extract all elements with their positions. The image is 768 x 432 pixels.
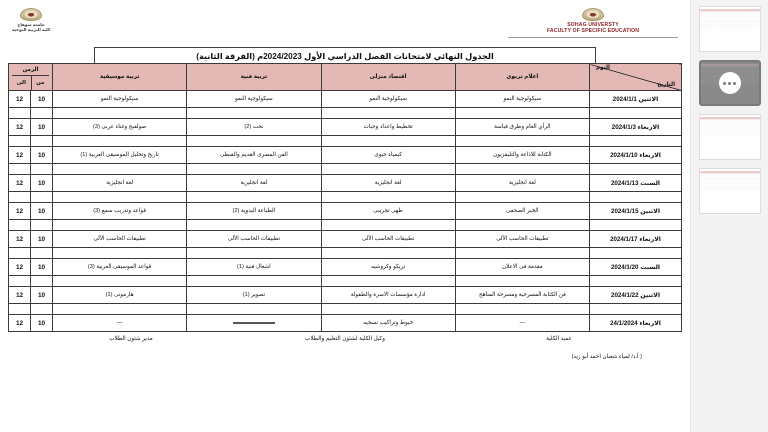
- table-body: [9, 91, 682, 332]
- cell-day-date: الاثنين 2024/1/1: [590, 91, 682, 108]
- cell-time-from: 10: [31, 91, 53, 108]
- spacer-cell: [31, 164, 53, 175]
- table-header-row: [9, 64, 682, 91]
- cell-day-date: الاربعاء 2024/1/10: [590, 147, 682, 164]
- spacer-cell: [590, 164, 682, 175]
- spacer-cell: [321, 136, 455, 147]
- cell-subject-0: لغة انجليزية: [455, 175, 589, 192]
- signature-dean: عميد الكلية: [546, 336, 572, 342]
- column-header-subject-3: تربية موسيقية: [53, 64, 187, 91]
- time-from-label: من: [31, 76, 50, 90]
- cell-subject-3: —: [53, 315, 187, 332]
- cell-subject-2: اشغال فنية (1): [187, 259, 321, 276]
- cell-subject-3: لغة انجليزية: [53, 175, 187, 192]
- cell-subject-0: الخبر الصحفى: [455, 203, 589, 220]
- cell-subject-1: خيوط وتراكيب نسجيه: [321, 315, 455, 332]
- cell-subject-1: ادارة مؤسسات الاسرة والطفولة: [321, 287, 455, 304]
- cell-subject-1: طهى تجريبى: [321, 203, 455, 220]
- cell-time-from: 10: [31, 203, 53, 220]
- letterhead-arabic: [12, 8, 50, 33]
- spacer-cell: [590, 248, 682, 259]
- cell-subject-1: تخطيط واعداد وجبات: [321, 119, 455, 136]
- spacer-cell: [321, 164, 455, 175]
- table-row: [9, 231, 682, 248]
- spacer-cell: [455, 136, 589, 147]
- cell-time-to: 12: [9, 315, 31, 332]
- spacer-cell: [590, 108, 682, 119]
- spacer-cell: [590, 192, 682, 203]
- cell-subject-2: تصوير (1): [187, 287, 321, 304]
- letterhead-rule: [508, 37, 678, 38]
- cell-time-to: 12: [9, 259, 31, 276]
- thumbnail-preview: [700, 169, 761, 214]
- spacer-cell: [9, 276, 31, 287]
- thumbnail-preview: [700, 115, 761, 160]
- column-header-time-group: [9, 64, 53, 91]
- time-to-label: الى: [16, 80, 26, 86]
- spacer-cell: [9, 136, 31, 147]
- cell-day-date: الاثنين 2024/1/15: [590, 203, 682, 220]
- spacer-cell: [9, 164, 31, 175]
- spacer-cell: [9, 108, 31, 119]
- spacer-cell: [321, 276, 455, 287]
- spacer-cell: [53, 164, 187, 175]
- spacer-cell: [590, 220, 682, 231]
- cell-subject-2: سيكولوجية النمو: [187, 91, 321, 108]
- cell-day-date: السبت 2024/1/20: [590, 259, 682, 276]
- signature-row: [8, 332, 682, 342]
- column-header-day-label: اليوم: [596, 65, 610, 71]
- spacer-cell: [31, 192, 53, 203]
- cell-time-to: 12: [9, 231, 31, 248]
- table-spacer-row: [9, 108, 682, 119]
- table-row: [9, 203, 682, 220]
- column-header-subject-1: اقتصاد منزلى: [321, 64, 455, 91]
- cell-subject-2: تطبيقات الحاسب الآلى: [187, 231, 321, 248]
- cell-subject-3: تطبيقات الحاسب الآلى: [53, 231, 187, 248]
- cell-time-to: 12: [9, 91, 31, 108]
- table-spacer-row: [9, 248, 682, 259]
- cell-subject-3: صولفيج وغناء عربى (3): [53, 119, 187, 136]
- spacer-cell: [53, 248, 187, 259]
- spacer-cell: [321, 220, 455, 231]
- spacer-cell: [455, 248, 589, 259]
- column-header-subject-0: اعلام تربوى: [455, 64, 589, 91]
- spacer-cell: [31, 276, 53, 287]
- thumbnail-sidebar[interactable]: [690, 0, 768, 432]
- spacer-cell: [187, 220, 321, 231]
- spacer-cell: [321, 192, 455, 203]
- cell-subject-0: الرأي العام وطرق قياسة: [455, 119, 589, 136]
- cell-subject-2: الفن المصرى القديم والقبطى: [187, 147, 321, 164]
- table-spacer-row: [9, 164, 682, 175]
- table-row: [9, 175, 682, 192]
- spacer-cell: [455, 164, 589, 175]
- cell-subject-3: تاريخ وتحليل الموسيقى العربية (1): [53, 147, 187, 164]
- cell-subject-1: سيكولوجية النمو: [321, 91, 455, 108]
- thumbnail-page-3[interactable]: [699, 114, 761, 160]
- table-row: [9, 315, 682, 332]
- signature-student-affairs: مدير شئون الطلاب: [109, 336, 153, 342]
- spacer-cell: [53, 136, 187, 147]
- spacer-cell: [187, 164, 321, 175]
- table-spacer-row: [9, 220, 682, 231]
- spacer-cell: [187, 108, 321, 119]
- cell-subject-3: قواعد الموسيقى العربية (3): [53, 259, 187, 276]
- cell-time-to: 12: [9, 203, 31, 220]
- cell-time-from: 10: [31, 315, 53, 332]
- cell-day-date: الاثنين 2024/1/22: [590, 287, 682, 304]
- exam-schedule-table: [8, 63, 682, 332]
- spacer-cell: [590, 136, 682, 147]
- cell-day-date: الاربعاء 2024/1/3: [590, 119, 682, 136]
- cell-subject-0: —: [455, 315, 589, 332]
- cell-time-from: 10: [31, 231, 53, 248]
- spacer-cell: [455, 220, 589, 231]
- thumbnail-page-2[interactable]: [699, 60, 761, 106]
- table-spacer-row: [9, 276, 682, 287]
- table-spacer-row: [9, 136, 682, 147]
- table-row: [9, 91, 682, 108]
- spacer-cell: [187, 276, 321, 287]
- spacer-cell: [455, 304, 589, 315]
- cell-day-date: السبت 2024/1/13: [590, 175, 682, 192]
- spacer-cell: [321, 108, 455, 119]
- university-name-ar: جامعة سوهاج: [17, 22, 45, 27]
- cell-subject-0: الكتابة للاذاعة والتليفزيون: [455, 147, 589, 164]
- cell-subject-3: هارمونى (1): [53, 287, 187, 304]
- spacer-cell: [9, 304, 31, 315]
- spacer-cell: [455, 108, 589, 119]
- faculty-name-en: FACULTY OF SPECIFIC EDUCATION: [546, 28, 640, 35]
- university-crest-icon: [20, 8, 42, 21]
- column-header-date-day: [590, 64, 682, 91]
- cell-time-from: 10: [31, 259, 53, 276]
- long-dash-mark: [233, 322, 275, 324]
- thumbnail-page-1[interactable]: [699, 6, 761, 52]
- spacer-cell: [53, 220, 187, 231]
- spacer-cell: [9, 192, 31, 203]
- cell-day-date: الاربعاء 2024/1/17: [590, 231, 682, 248]
- faculty-name-ar: كلية التربية النوعية: [12, 27, 51, 33]
- spacer-cell: [455, 192, 589, 203]
- page-title: الجدول النهائي لامتحانات الفصل الدراسي الأول 2024/2023م (الفرقة الثانية): [196, 51, 494, 61]
- cell-time-to: 12: [9, 119, 31, 136]
- loading-spinner-icon: [719, 72, 741, 94]
- cell-time-to: 12: [9, 287, 31, 304]
- cell-subject-2: لغة انجليزية: [187, 175, 321, 192]
- cell-subject-3: قواعد وتدريب سمع (3): [53, 203, 187, 220]
- signature-vice-dean: وكيل الكلية لشئون التعليم والطلاب: [305, 336, 385, 342]
- cell-subject-1: تريكو وكروشيه: [321, 259, 455, 276]
- spacer-cell: [187, 248, 321, 259]
- table-spacer-row: [9, 304, 682, 315]
- spacer-cell: [53, 108, 187, 119]
- cell-subject-1: لغة انجليزية: [321, 175, 455, 192]
- cell-subject-0: مقدمة فى الاعلان: [455, 259, 589, 276]
- cell-subject-1: كيمياء حيوى: [321, 147, 455, 164]
- cell-time-from: 10: [31, 175, 53, 192]
- column-header-date-label: التاريخ: [657, 82, 675, 88]
- spacer-cell: [9, 220, 31, 231]
- spacer-cell: [31, 248, 53, 259]
- letterhead-english: [508, 8, 678, 38]
- table-row: [9, 259, 682, 276]
- cell-time-to: 12: [9, 147, 31, 164]
- cell-subject-2: [187, 315, 321, 332]
- letterhead: [8, 6, 682, 46]
- cell-subject-2: الطباعة اليدوية (2): [187, 203, 321, 220]
- cell-time-from: 10: [31, 147, 53, 164]
- spacer-cell: [321, 248, 455, 259]
- thumbnail-page-4[interactable]: [699, 168, 761, 214]
- university-name-en: SOHAG UNIVERSTY: [567, 22, 619, 28]
- table-row: [9, 287, 682, 304]
- spacer-cell: [187, 192, 321, 203]
- spacer-cell: [53, 192, 187, 203]
- cell-subject-0: تطبيقات الحاسب الآلى: [455, 231, 589, 248]
- table-header: [9, 64, 682, 91]
- spacer-cell: [31, 136, 53, 147]
- cell-time-from: 10: [31, 287, 53, 304]
- spacer-cell: [590, 276, 682, 287]
- cell-time-from: 10: [31, 119, 53, 136]
- spacer-cell: [590, 304, 682, 315]
- spacer-cell: [455, 276, 589, 287]
- spacer-cell: [53, 276, 187, 287]
- spacer-cell: [187, 304, 321, 315]
- time-group-label: الزمن: [12, 64, 49, 76]
- cell-time-to: 12: [9, 175, 31, 192]
- spacer-cell: [321, 304, 455, 315]
- spacer-cell: [31, 108, 53, 119]
- document-title-band: [94, 47, 596, 63]
- cell-day-date: الاربعاء 24/1/2024: [590, 315, 682, 332]
- cell-subject-0: سيكولوجية النمو: [455, 91, 589, 108]
- dean-full-name: ( أ.د/ لمياء شعبان احمد أبو زيد): [571, 354, 642, 360]
- cell-subject-2: نحت (2): [187, 119, 321, 136]
- thumbnail-preview: [700, 7, 761, 52]
- cell-subject-1: تطبيقات الحاسب الآلى: [321, 231, 455, 248]
- cell-subject-0: فن الكتابة المسرحية ومسرحة المناهج: [455, 287, 589, 304]
- table-row: [9, 147, 682, 164]
- spacer-cell: [187, 136, 321, 147]
- spacer-cell: [53, 304, 187, 315]
- table-row: [9, 119, 682, 136]
- table-spacer-row: [9, 192, 682, 203]
- cell-subject-3: سيكولوجية النمو: [53, 91, 187, 108]
- spacer-cell: [31, 304, 53, 315]
- spacer-cell: [31, 220, 53, 231]
- spacer-cell: [9, 248, 31, 259]
- university-crest-icon-en: [582, 8, 604, 21]
- column-header-subject-2: تربية فنية: [187, 64, 321, 91]
